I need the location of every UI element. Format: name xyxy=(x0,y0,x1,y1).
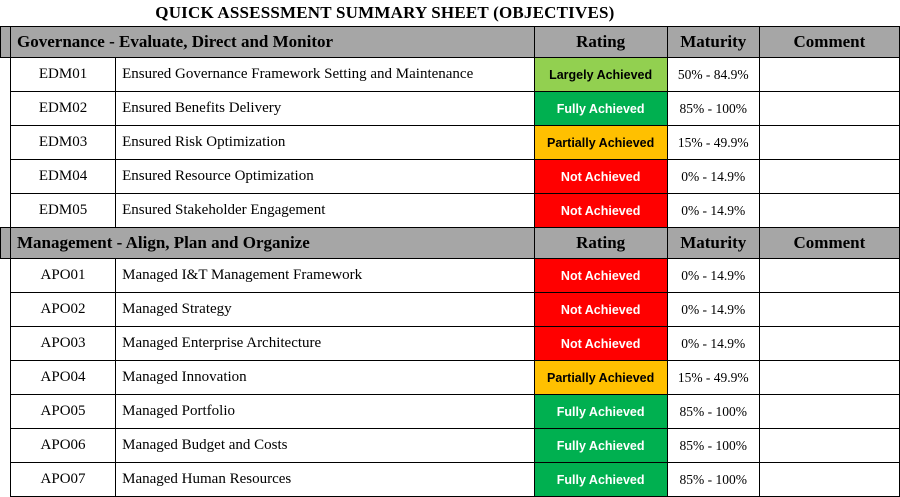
page-title: QUICK ASSESSMENT SUMMARY SHEET (OBJECTIVES) xyxy=(11,0,760,27)
column-header-rating: Rating xyxy=(534,228,667,259)
table-row xyxy=(1,327,900,361)
sections-container xyxy=(1,27,900,497)
rating-badge[interactable]: Largely Achieved xyxy=(534,58,667,92)
maturity-value: 0% - 14.9% xyxy=(667,194,759,228)
maturity-value: 85% - 100% xyxy=(667,463,759,497)
comment-cell[interactable] xyxy=(759,92,899,126)
objective-name: Ensured Risk Optimization xyxy=(116,126,534,160)
rating-badge[interactable]: Fully Achieved xyxy=(534,395,667,429)
column-header-maturity: Maturity xyxy=(667,228,759,259)
maturity-value: 0% - 14.9% xyxy=(667,160,759,194)
table-row xyxy=(1,361,900,395)
row-gutter-cell xyxy=(1,463,11,497)
rating-badge[interactable]: Fully Achieved xyxy=(534,463,667,497)
objective-name: Ensured Stakeholder Engagement xyxy=(116,194,534,228)
row-gutter-cell xyxy=(1,194,11,228)
maturity-value: 0% - 14.9% xyxy=(667,259,759,293)
maturity-value: 15% - 49.9% xyxy=(667,126,759,160)
comment-cell[interactable] xyxy=(759,259,899,293)
table-row xyxy=(1,259,900,293)
row-gutter-cell xyxy=(1,259,11,293)
rating-badge[interactable]: Partially Achieved xyxy=(534,126,667,160)
objective-code: APO06 xyxy=(11,429,116,463)
row-gutter-cell xyxy=(1,58,11,92)
rating-badge[interactable]: Fully Achieved xyxy=(534,429,667,463)
objective-code: APO03 xyxy=(11,327,116,361)
objective-name: Managed Portfolio xyxy=(116,395,534,429)
table-row xyxy=(1,92,900,126)
maturity-value: 0% - 14.9% xyxy=(667,327,759,361)
objective-name: Managed Human Resources xyxy=(116,463,534,497)
objective-code: EDM05 xyxy=(11,194,116,228)
objective-code: APO05 xyxy=(11,395,116,429)
table-row xyxy=(1,395,900,429)
section-gutter-cell xyxy=(1,27,11,58)
section-header-row xyxy=(1,228,900,259)
objective-code: APO07 xyxy=(11,463,116,497)
comment-cell[interactable] xyxy=(759,327,899,361)
maturity-value: 0% - 14.9% xyxy=(667,293,759,327)
comment-cell[interactable] xyxy=(759,126,899,160)
table-row xyxy=(1,160,900,194)
rating-badge[interactable]: Not Achieved xyxy=(534,259,667,293)
maturity-value: 50% - 84.9% xyxy=(667,58,759,92)
row-gutter-cell xyxy=(1,327,11,361)
rating-badge[interactable]: Partially Achieved xyxy=(534,361,667,395)
rating-badge[interactable]: Not Achieved xyxy=(534,194,667,228)
column-header-maturity: Maturity xyxy=(667,27,759,58)
column-header-comment: Comment xyxy=(759,228,899,259)
table-row xyxy=(1,429,900,463)
objective-name: Ensured Resource Optimization xyxy=(116,160,534,194)
objective-name: Managed Enterprise Architecture xyxy=(116,327,534,361)
comment-cell[interactable] xyxy=(759,293,899,327)
objective-name: Managed Innovation xyxy=(116,361,534,395)
objective-name: Managed Strategy xyxy=(116,293,534,327)
row-gutter-cell xyxy=(1,92,11,126)
rating-badge[interactable]: Not Achieved xyxy=(534,327,667,361)
title-spacer-right xyxy=(759,0,899,27)
column-header-rating: Rating xyxy=(534,27,667,58)
table-row xyxy=(1,463,900,497)
comment-cell[interactable] xyxy=(759,395,899,429)
comment-cell[interactable] xyxy=(759,361,899,395)
rating-badge[interactable]: Not Achieved xyxy=(534,293,667,327)
objective-code: EDM03 xyxy=(11,126,116,160)
objective-code: EDM01 xyxy=(11,58,116,92)
rating-badge[interactable]: Fully Achieved xyxy=(534,92,667,126)
section-title: Management - Align, Plan and Organize xyxy=(11,228,535,259)
objective-code: EDM04 xyxy=(11,160,116,194)
maturity-value: 85% - 100% xyxy=(667,395,759,429)
row-gutter-cell xyxy=(1,293,11,327)
comment-cell[interactable] xyxy=(759,58,899,92)
table-row xyxy=(1,293,900,327)
objective-name: Ensured Governance Framework Setting and Maintenance xyxy=(116,58,534,92)
column-header-comment: Comment xyxy=(759,27,899,58)
title-spacer-left xyxy=(1,0,11,27)
section-title: Governance - Evaluate, Direct and Monitor xyxy=(11,27,535,58)
table-row xyxy=(1,194,900,228)
objective-name: Managed Budget and Costs xyxy=(116,429,534,463)
section-gutter-cell xyxy=(1,228,11,259)
table-row xyxy=(1,126,900,160)
row-gutter-cell xyxy=(1,429,11,463)
table-body xyxy=(1,0,900,27)
objective-code: APO04 xyxy=(11,361,116,395)
table-row xyxy=(1,58,900,92)
comment-cell[interactable] xyxy=(759,463,899,497)
comment-cell[interactable] xyxy=(759,429,899,463)
rating-badge[interactable]: Not Achieved xyxy=(534,160,667,194)
objective-code: APO01 xyxy=(11,259,116,293)
row-gutter-cell xyxy=(1,160,11,194)
sheet-title-row xyxy=(1,0,900,27)
objective-name: Managed I&T Management Framework xyxy=(116,259,534,293)
row-gutter-cell xyxy=(1,126,11,160)
objective-code: EDM02 xyxy=(11,92,116,126)
objective-code: APO02 xyxy=(11,293,116,327)
section-header-row xyxy=(1,27,900,58)
comment-cell[interactable] xyxy=(759,160,899,194)
objective-name: Ensured Benefits Delivery xyxy=(116,92,534,126)
row-gutter-cell xyxy=(1,361,11,395)
maturity-value: 85% - 100% xyxy=(667,92,759,126)
comment-cell[interactable] xyxy=(759,194,899,228)
maturity-value: 85% - 100% xyxy=(667,429,759,463)
row-gutter-cell xyxy=(1,395,11,429)
maturity-value: 15% - 49.9% xyxy=(667,361,759,395)
